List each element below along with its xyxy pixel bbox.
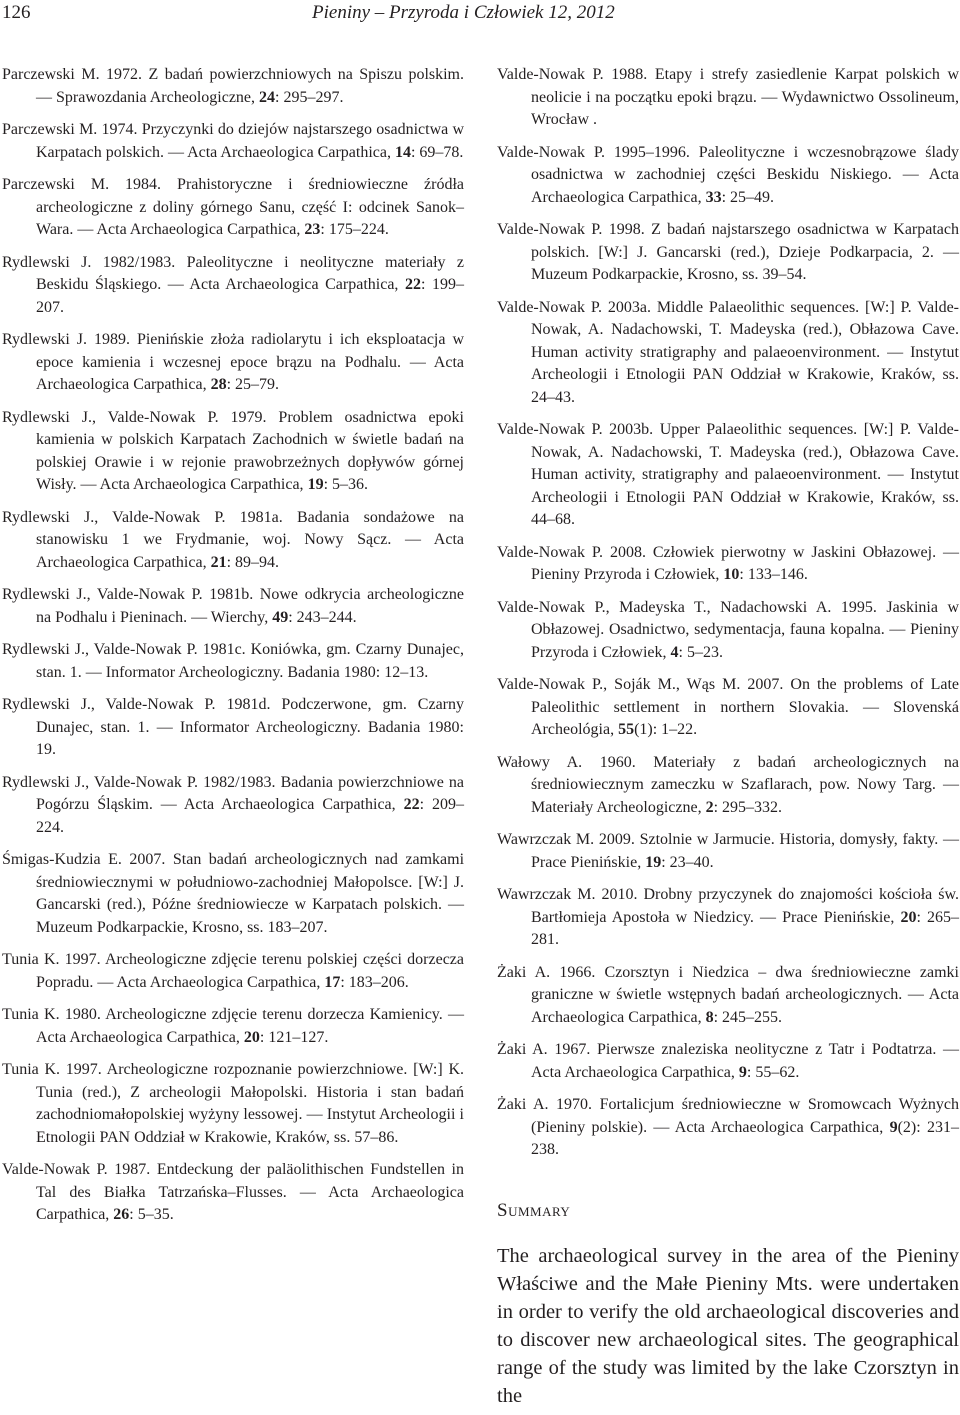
reference-text: Pierwsze znaleziska neolityczne z Tatr i Podtatrza. — Acta Archaeologica Carpathica, [531, 1041, 959, 1081]
reference-volume: 10 [723, 566, 740, 583]
reference-text: Materiały z badań archeologicznych na średniowiecznym zameczku w Szaflarach, pow. Nowy Targ. — Materiały Archeologiczne, [531, 753, 959, 816]
reference-author: Rydlewski J. 1982/1983. [2, 253, 176, 271]
left-column [2, 64, 464, 1237]
reference-volume: 24 [259, 88, 276, 106]
reference-volume: 22 [403, 796, 420, 813]
reference-text: Z badań powierzchniowych na Spiszu polskim. — Sprawozdania Archeologiczne, [36, 66, 465, 106]
reference-author: Valde-Nowak P. 1987. [2, 1161, 151, 1178]
reference-text: Podczerwone, gm. Czarny Dunajec, stan. 1. — Informator Archeologiczny. Badania 1980: 19. [36, 696, 464, 758]
reference-volume: 14 [394, 143, 411, 161]
reference-author: Rydlewski J., Valde-Nowak P. 1982/1983. [2, 773, 276, 791]
summary-heading: Summary [497, 1199, 571, 1221]
reference-author: Rydlewski J. 1989. [2, 331, 130, 348]
reference-pages: : 133–146. [739, 566, 808, 583]
reference-pages: : 55–62. [746, 1063, 800, 1081]
reference-entry [497, 419, 959, 532]
reference-volume: 9 [738, 1063, 747, 1081]
reference-text: Nowe odkrycia archeologiczne na Podhalu i Pieninach. — Wierchy, [36, 586, 464, 626]
reference-entry [497, 884, 959, 952]
reference-entry [2, 407, 464, 497]
reference-entry [2, 1159, 464, 1227]
reference-text: Człowiek pierwotny w Jaskini Obłazowej. — Pieniny Przyroda i Człowiek, [531, 543, 960, 583]
reference-author: Tunia K. 1997. [2, 951, 101, 968]
reference-pages: : 25–79. [226, 376, 280, 393]
reference-entry [497, 219, 959, 287]
reference-author: Valde-Nowak P. 1998. [497, 221, 645, 238]
reference-pages: : 295–332. [713, 798, 783, 816]
reference-author: Parczewski M. 1974. [2, 121, 138, 138]
reference-author: Valde-Nowak P., Soják M., Wąs M. 2007. [497, 676, 784, 693]
reference-volume: 21 [210, 553, 227, 571]
reference-pages: : 245–255. [713, 1008, 783, 1026]
reference-entry [497, 962, 959, 1030]
reference-text: Prahistoryczne i średniowieczne źródła archeologiczne z doliny górnego Sanu, część I: odcinek Sanok–Wara. — Acta Archaeologica Carpathica, [36, 176, 464, 238]
reference-text: Drobny przyczynek do znajomości kościoła św. Bartłomieja Apostoła w Niedzicy. — Prace Pienińskie, [531, 886, 960, 926]
reference-entry [2, 1004, 464, 1049]
reference-pages: : 5–23. [678, 643, 723, 661]
reference-entry [497, 752, 959, 820]
reference-author: Rydlewski J., Valde-Nowak P. 1979. [2, 408, 267, 426]
reference-volume: 2 [705, 798, 714, 816]
reference-text: Entdeckung der paläolithischen Fundstellen in Tal des Białka Tatrzańska–Flusses. — Acta Archaeologica Carpathica, [36, 1161, 464, 1223]
reference-text: Jaskinia w Obłazowej. Osadnictwo, sedymentacja, fauna kopalna. — Pieniny Przyroda i Człowiek, [531, 598, 960, 661]
reference-text: Archeologiczne rozpoznanie powierzchniowe. [W:] K. Tunia (red.), Z archeologii Małopolski. Historia i stan badań zachodniomałopolskiej wyżyny lessowej. — Instytut Archeologii i Etnologii PAN Oddział w Krakowie, Kraków, ss. 57–86. [36, 1061, 465, 1146]
reference-entry [497, 829, 959, 874]
reference-list-right [497, 64, 959, 1162]
reference-author: Tunia K. 1980. [2, 1006, 101, 1023]
reference-entry [497, 297, 959, 410]
reference-entry [497, 542, 959, 587]
page-number: 126 [2, 2, 31, 23]
reference-volume: 8 [705, 1008, 714, 1026]
reference-pages: : 243–244. [288, 608, 357, 626]
reference-entry [2, 119, 464, 164]
reference-volume: 20 [900, 908, 917, 926]
reference-pages: : 121–127. [259, 1028, 329, 1046]
reference-author: Żaki A. 1970. [497, 1096, 593, 1113]
reference-pages: : 5–35. [129, 1206, 174, 1223]
reference-entry [497, 597, 959, 665]
reference-list-left [2, 64, 464, 1227]
reference-author: Wawrzczak M. 2010. [497, 886, 638, 903]
reference-volume: 33 [705, 188, 722, 206]
reference-entry [2, 949, 464, 994]
reference-text: Pienińskie złoża radiolarytu i ich eksploatacja w epoce kamienia i wczesnej epoce brązu na Podhalu. — Acta Archaeologica Carpathica, [36, 331, 465, 393]
reference-entry [2, 174, 464, 242]
reference-author: Rydlewski J., Valde-Nowak P. 1981a. [2, 508, 283, 526]
reference-pages: : 25–49. [721, 188, 775, 206]
reference-entry [497, 1094, 959, 1162]
reference-author: Wawrzczak M. 2009. [497, 831, 635, 848]
reference-author: Rydlewski J., Valde-Nowak P. 1981d. [2, 696, 271, 713]
reference-entry [2, 252, 464, 320]
reference-text: Archeologiczne zdjęcie terenu dorzecza Kamienicy. — Acta Archaeologica Carpathica, [36, 1006, 465, 1046]
reference-author: Rydlewski J., Valde-Nowak P. 1981b. [2, 586, 254, 603]
reference-author: Valde-Nowak P. 2008. [497, 543, 646, 561]
reference-entry [2, 849, 464, 939]
reference-text: Upper Palaeolithic sequences. [W:] P. Valde-Nowak, A. Nadachowski, T. Madeyska (red.), Obłazowa Cave. Human activity, stratigraphy and palaeoenvironment. — Instytut Archeologii i Etnologii PAN Oddział w Krakowie, Kraków, ss. 44–68. [531, 421, 960, 528]
reference-author: Tunia K. 1997. [2, 1061, 102, 1078]
reference-author: Żaki A. 1966. [497, 963, 596, 981]
reference-volume: 22 [405, 276, 421, 293]
reference-author: Żaki A. 1967. [497, 1041, 591, 1058]
summary-text: The archaeological survey in the area of the Pieniny Właściwe and the Małe Pieniny Mts. were undertaken in order to verify the old archaeological discoveries and to discover new archaeological sites. The geographical range of the study was limited by the lake Czorsztyn in the [497, 1244, 959, 1407]
reference-text: Badania sondażowe na stanowisku 1 we Frydmanie, woj. Nowy Sącz. — Acta Archaeologica Carpathica, [36, 508, 465, 571]
reference-text: Koniówka, gm. Czarny Dunajec, stan. 1. — Informator Archeologiczny. Badania 1980: 12–13. [36, 641, 465, 681]
reference-entry [2, 694, 464, 762]
reference-entry [2, 639, 464, 684]
reference-pages: : 89–94. [226, 553, 280, 571]
reference-entry [497, 674, 959, 742]
reference-author: Valde-Nowak P. 2003b. [497, 421, 654, 438]
reference-author: Valde-Nowak P. 1995–1996. [497, 143, 690, 161]
reference-text: Sztolnie w Jarmucie. Historia, domysły, fakty. — Prace Pienińskie, [531, 831, 960, 871]
reference-text: Paleolityczne i wczesnobrązowe ślady osadnictwa w zachodniej części Beskidu Niskiego. — Acta Archaeologica Carpathica, [531, 143, 960, 206]
reference-author: Wałowy A. 1960. [497, 753, 636, 771]
reference-pages: : 265–281. [531, 908, 959, 948]
reference-text: Fortalicjum średniowieczne w Sromowcach Wyżnych (Pieniny polskie). — Acta Archaeologica Carpathica, [531, 1096, 959, 1136]
reference-author: Śmigas-Kudzia E. 2007. [2, 851, 166, 868]
reference-volume: 55 [618, 721, 635, 738]
reference-author: Parczewski M. 1972. [2, 66, 143, 83]
reference-text: Stan badań archeologicznych nad zamkami średniowiecznymi w południowo-zachodniej Małopolsce. [W:] J. Gancarski (red.), Późne średniowiecze w Karpatach polskich. — Muzeum Podkarpackie, Krosno, ss. 183–207. [36, 851, 465, 936]
reference-entry [2, 1059, 464, 1149]
reference-text: Middle Palaeolithic sequences. [W:] P. Valde-Nowak, A. Nadachowski, T. Madeyska (red.), Obłazowa Cave. Human activity stratigraphy and palaeoenvironment. — Instytut Archeologii i Etnologii PAN Oddział w Krakowie, Kraków, ss. 24–43. [531, 298, 960, 406]
reference-volume: 19 [645, 853, 662, 871]
reference-volume: 26 [113, 1206, 130, 1223]
reference-volume: 20 [243, 1028, 260, 1046]
reference-pages: (2): 231–238. [531, 1118, 959, 1158]
reference-volume: 19 [307, 476, 324, 493]
reference-author: Rydlewski J., Valde-Nowak P. 1981c. [2, 641, 246, 658]
reference-pages: : 23–40. [661, 853, 714, 871]
reference-entry [2, 772, 464, 840]
reference-text: On the problems of Late Paleolithic settlement in northern Slovakia. — Slovenská Archeológia, [531, 676, 959, 738]
reference-entry [2, 584, 464, 629]
reference-text: Paleolityczne i neolityczne materiały z Beskidu Śląskiego. — Acta Archaeologica Carpathica, [36, 253, 464, 293]
reference-volume: 28 [210, 376, 227, 393]
reference-pages: : 199–207. [36, 276, 464, 316]
running-title: Pieniny – Przyroda i Człowiek 12, 2012 [312, 2, 615, 23]
reference-text: Problem osadnictwa epoki kamienia w polskich Karpatach Zachodnich w świetle badań na polskiej Orawie i w rejonie prawobrzeżnych dopływów górnej Wisły. — Acta Archaeologica Carpathica, [36, 408, 464, 493]
reference-pages: : 209–224. [36, 796, 465, 836]
reference-pages: : 175–224. [320, 221, 389, 238]
reference-volume: 17 [324, 973, 341, 991]
reference-author: Valde-Nowak P., Madeyska T., Nadachowski A. 1995. [497, 598, 877, 616]
reference-pages: : 183–206. [340, 973, 409, 991]
reference-entry [497, 64, 959, 132]
reference-text: Etapy i strefy zasiedlenie Karpat polskich w neolicie i na początku epoki brązu. — Wydawnictwo Ossolineum, Wrocław . [531, 66, 959, 128]
reference-entry [2, 507, 464, 575]
page-header [0, 0, 960, 32]
right-column [497, 64, 959, 1410]
reference-text: Czorsztyn i Niedzica – dwa średniowieczne zamki graniczne w świetle wstępnych badań archeologicznych. — Acta Archaeologica Carpathica, [531, 963, 959, 1026]
reference-text: Archeologiczne zdjęcie terenu polskiej części dorzecza Popradu. — Acta Archaeologica Carpathica, [36, 951, 464, 991]
reference-entry [2, 64, 464, 109]
reference-entry [497, 1039, 959, 1084]
reference-text: Z badań najstarszego osadnictwa w Karpatach polskich. [W:] J. Gancarski (red.), Dzieje Podkarpacia, 2. — Muzeum Podkarpackie, Krosno, ss. 39–54. [531, 221, 960, 283]
reference-volume: 9 [889, 1118, 898, 1136]
reference-author: Parczewski M. 1984. [2, 176, 162, 193]
reference-pages: : 5–36. [323, 476, 369, 493]
reference-entry [2, 329, 464, 397]
reference-text: Badania powierzchniowe na Pogórzu Śląskim. — Acta Archaeologica Carpathica, [36, 773, 464, 813]
reference-entry [497, 142, 959, 210]
reference-pages: : 69–78. [410, 143, 464, 161]
reference-volume: 23 [304, 221, 321, 238]
reference-volume: 49 [272, 608, 289, 626]
reference-text: Przyczynki do dziejów najstarszego osadnictwa w Karpatach polskich. — Acta Archaeologica Carpathica, [36, 121, 465, 161]
reference-author: Valde-Nowak P. 2003a. [497, 298, 651, 316]
reference-author: Valde-Nowak P. 1988. [497, 66, 648, 83]
reference-volume: 4 [670, 643, 679, 661]
reference-pages: (1): 1–22. [634, 721, 698, 738]
reference-pages: : 295–297. [275, 88, 344, 106]
